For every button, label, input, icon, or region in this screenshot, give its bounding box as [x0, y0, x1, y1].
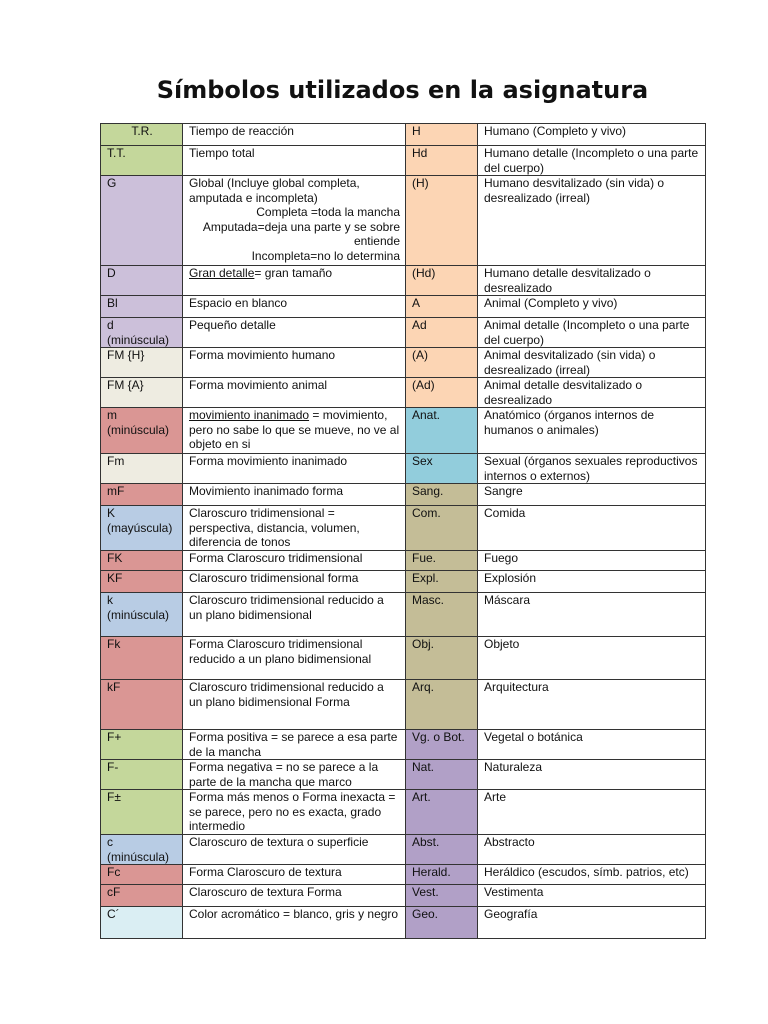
symbol-cell: F±: [101, 790, 183, 835]
symbol-cell: H: [406, 124, 478, 146]
description-cell: Vegetal o botánica: [478, 730, 706, 760]
symbol-cell: FK: [101, 551, 183, 571]
description-cell: Animal detalle desvitalizado o desrealizado: [478, 378, 706, 408]
symbol-cell: Sex: [406, 454, 478, 484]
symbol-cell: C´: [101, 907, 183, 939]
description-cell: Heráldico (escudos, símb. patrios, etc): [478, 865, 706, 885]
symbol-cell: F+: [101, 730, 183, 760]
symbol-cell: D: [101, 266, 183, 296]
description-cell: Arquitectura: [478, 680, 706, 730]
table-row: [101, 551, 706, 571]
description-cell: Geografía: [478, 907, 706, 939]
description-cell: Arte: [478, 790, 706, 835]
table-row: [101, 296, 706, 318]
description-cell: Claroscuro tridimensional reducido a un plano bidimensional: [183, 593, 406, 637]
table-row: [101, 348, 706, 378]
symbol-cell: (Ad): [406, 378, 478, 408]
description-cell: Forma Claroscuro tridimensional: [183, 551, 406, 571]
table-row: [101, 408, 706, 454]
table-row: [101, 637, 706, 680]
description-cell: Claroscuro de textura o superficie: [183, 835, 406, 865]
symbol-cell: Expl.: [406, 571, 478, 593]
description-cell: Humano desvitalizado (sin vida) o desrealizado (irreal): [478, 176, 706, 266]
symbol-cell: G: [101, 176, 183, 266]
description-cell: Animal detalle (Incompleto o una parte del cuerpo): [478, 318, 706, 348]
table-row: [101, 146, 706, 176]
description-cell: Forma más menos o Forma inexacta = se parece, pero no es exacta, grado intermedio: [183, 790, 406, 835]
symbol-cell: FM {H}: [101, 348, 183, 378]
symbol-cell: Abst.: [406, 835, 478, 865]
symbol-cell: cF: [101, 885, 183, 907]
symbol-cell: Vest.: [406, 885, 478, 907]
description-cell: Espacio en blanco: [183, 296, 406, 318]
description-cell: Color acromático = blanco, gris y negro: [183, 907, 406, 939]
description-cell: Claroscuro tridimensional reducido a un plano bidimensional Forma: [183, 680, 406, 730]
symbol-cell: Fc: [101, 865, 183, 885]
symbol-cell: Vg. o Bot.: [406, 730, 478, 760]
symbol-cell: Hd: [406, 146, 478, 176]
symbol-cell: Arq.: [406, 680, 478, 730]
description-cell: Humano (Completo y vivo): [478, 124, 706, 146]
symbol-cell: (H): [406, 176, 478, 266]
symbol-cell: Fk: [101, 637, 183, 680]
symbol-cell: d (minúscula): [101, 318, 183, 348]
description-cell: [183, 408, 406, 454]
table-row: [101, 907, 706, 939]
description-cell: Objeto: [478, 637, 706, 680]
description-cell: Claroscuro tridimensional = perspectiva, distancia, volumen, diferencia de tonos: [183, 506, 406, 551]
description-cell: Sexual (órganos sexuales reproductivos internos o externos): [478, 454, 706, 484]
page-title: Símbolos utilizados en la asignatura: [156, 76, 649, 104]
table-row: [101, 176, 706, 266]
description-cell: Animal (Completo y vivo): [478, 296, 706, 318]
symbol-cell: Art.: [406, 790, 478, 835]
description-cell: Forma negativa = no se parece a la parte de la mancha que marco: [183, 760, 406, 790]
table-row: [101, 571, 706, 593]
symbol-cell: Anat.: [406, 408, 478, 454]
table-row: [101, 680, 706, 730]
symbol-cell: Nat.: [406, 760, 478, 790]
table-row: [101, 865, 706, 885]
symbol-cell: Ad: [406, 318, 478, 348]
symbol-cell: T.R.: [101, 124, 183, 146]
table-row: [101, 454, 706, 484]
description-cell: Anatómico (órganos internos de humanos o animales): [478, 408, 706, 454]
description-cell: Forma movimiento inanimado: [183, 454, 406, 484]
description-cell: Claroscuro de textura Forma: [183, 885, 406, 907]
description-cell: Claroscuro tridimensional forma: [183, 571, 406, 593]
description-text: = movimiento, pero no sabe lo que se mueve, no ve al objeto en si: [189, 408, 400, 451]
description-cell: [183, 266, 406, 296]
symbol-cell: KF: [101, 571, 183, 593]
symbol-cell: Obj.: [406, 637, 478, 680]
symbol-cell: Sang.: [406, 484, 478, 506]
symbol-cell: A: [406, 296, 478, 318]
description-cell: Movimiento inanimado forma: [183, 484, 406, 506]
symbol-cell: Bl: [101, 296, 183, 318]
description-cell: Pequeño detalle: [183, 318, 406, 348]
description-cell: Humano detalle (Incompleto o una parte del cuerpo): [478, 146, 706, 176]
description-cell: Forma Claroscuro de textura: [183, 865, 406, 885]
symbol-cell: Geo.: [406, 907, 478, 939]
description-cell: Tiempo de reacción: [183, 124, 406, 146]
description-line: Global (Incluye global completa, amputada e incompleta): [189, 176, 360, 205]
table-row: [101, 124, 706, 146]
description-cell: Vestimenta: [478, 885, 706, 907]
description-cell: Máscara: [478, 593, 706, 637]
table-row: [101, 835, 706, 865]
symbol-cell: (A): [406, 348, 478, 378]
description-cell: Animal desvitalizado (sin vida) o desrealizado (irreal): [478, 348, 706, 378]
description-text: = gran tamaño: [254, 266, 333, 280]
table-row: [101, 378, 706, 408]
symbol-cell: FM {A}: [101, 378, 183, 408]
underlined-term: Gran detalle: [189, 266, 255, 280]
table-row: [101, 885, 706, 907]
symbol-cell: (Hd): [406, 266, 478, 296]
symbol-cell: F-: [101, 760, 183, 790]
symbol-cell: kF: [101, 680, 183, 730]
symbol-cell: Herald.: [406, 865, 478, 885]
table-row: [101, 318, 706, 348]
table-row: [101, 760, 706, 790]
description-line: Incompleta=no lo determina: [251, 248, 400, 263]
symbol-cell: Masc.: [406, 593, 478, 637]
table-row: [101, 790, 706, 835]
table-row: [101, 593, 706, 637]
symbol-cell: Com.: [406, 506, 478, 551]
table-row: [101, 730, 706, 760]
description-cell: Comida: [478, 506, 706, 551]
description-cell: Forma positiva = se parece a esa parte de la mancha: [183, 730, 406, 760]
symbol-cell: Fm: [101, 454, 183, 484]
symbol-cell: T.T.: [101, 146, 183, 176]
symbol-cell: m (minúscula): [101, 408, 183, 454]
description-line: Completa =toda la mancha: [256, 205, 400, 219]
description-cell: Abstracto: [478, 835, 706, 865]
description-cell: Forma movimiento animal: [183, 378, 406, 408]
table-row: [101, 266, 706, 296]
description-cell: Tiempo total: [183, 146, 406, 176]
description-cell: Forma movimiento humano: [183, 348, 406, 378]
description-line: Amputada=deja una parte y se sobre entiende: [202, 219, 400, 248]
table-row: [101, 484, 706, 506]
symbol-cell: K (mayúscula): [101, 506, 183, 551]
description-cell: Forma Claroscuro tridimensional reducido a un plano bidimensional: [183, 637, 406, 680]
symbol-cell: mF: [101, 484, 183, 506]
symbols-table: [100, 123, 706, 939]
symbol-cell: c (minúscula): [101, 835, 183, 865]
description-cell: Humano detalle desvitalizado o desrealizado: [478, 266, 706, 296]
symbol-cell: k (minúscula): [101, 593, 183, 637]
symbol-cell: Fue.: [406, 551, 478, 571]
description-cell: Explosión: [478, 571, 706, 593]
table-row: [101, 506, 706, 551]
description-cell: [183, 176, 406, 266]
description-cell: Sangre: [478, 484, 706, 506]
underlined-term: movimiento inanimado: [189, 408, 310, 422]
description-cell: Naturaleza: [478, 760, 706, 790]
description-cell: Fuego: [478, 551, 706, 571]
